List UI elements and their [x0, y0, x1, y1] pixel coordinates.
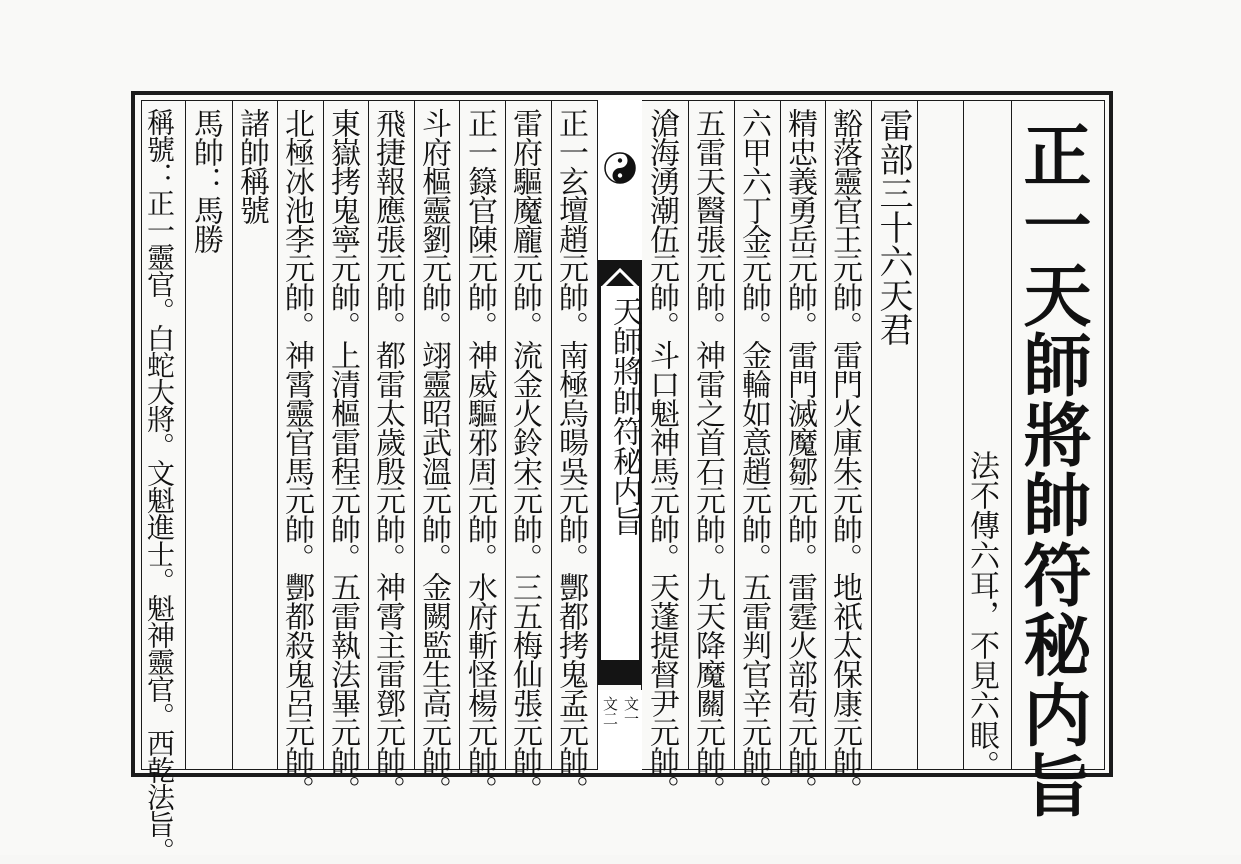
text-column: 豁落靈官王元帥。雷門火庫朱元帥。地祇太保康元帥。 [827, 108, 862, 804]
band-foot [598, 690, 642, 770]
center-band [598, 100, 642, 770]
page-label-left: 文二 [601, 696, 617, 726]
page-label-right: 文一 [622, 696, 638, 726]
chevron-down-icon [598, 638, 642, 662]
motto: 法不傳六耳，不見六眼。 [964, 450, 999, 780]
text-column: 諸帥稱號 [234, 108, 269, 224]
text-column: 雷府驅魔龐元帥。流金火鈴宋元帥。三五梅仙張元帥。 [507, 108, 542, 804]
text-column: 正一籙官陳元帥。神威驅邪周元帥。水府斬怪楊元帥。 [462, 108, 497, 804]
text-column: 飛捷報應張元帥。都雷太歲殷元帥。神霄主雷鄧元帥。 [370, 108, 405, 804]
text-column: 馬帥：馬勝 [188, 108, 223, 253]
band-top [598, 100, 642, 260]
text-column: 稱號：正一靈官。白蛇大將。文魁進士。魁神靈官。西乾法旨。 [143, 108, 176, 864]
band-title: 天師將帥符秘内旨 [607, 296, 642, 536]
text-column: 北極冰池李元帥。神霄靈官馬元帥。酆都殺鬼呂元帥。 [279, 108, 314, 804]
section-title: 雷部三十六天君 [873, 108, 913, 346]
text-column: 精忠義勇岳元帥。雷門滅魔鄒元帥。雷霆火部苟元帥。 [782, 108, 817, 804]
text-column: 六甲六丁金元帥。金輪如意趙元帥。五雷判官辛元帥。 [736, 108, 771, 804]
text-column: 斗府樞靈劉元帥。翊靈昭武溫元帥。金闕監生高元帥。 [416, 108, 451, 804]
text-column: 正一玄壇趙元帥。南極烏暘吳元帥。酆都拷鬼孟元帥。 [553, 108, 588, 804]
text-column: 滄海湧潮伍元帥。斗口魁神馬元帥。天蓬提督尹元帥。 [644, 108, 679, 804]
text-column: 東嶽拷鬼寧元帥。上清樞雷程元帥。五雷執法畢元帥。 [325, 108, 360, 804]
yin-yang-icon [604, 152, 636, 184]
page-title: 正一天師將帥符秘内旨 [1012, 120, 1092, 820]
column-divider [918, 100, 964, 770]
text-column: 五雷天醫張元帥。神雷之首石元帥。九天降魔關元帥。 [690, 108, 725, 804]
